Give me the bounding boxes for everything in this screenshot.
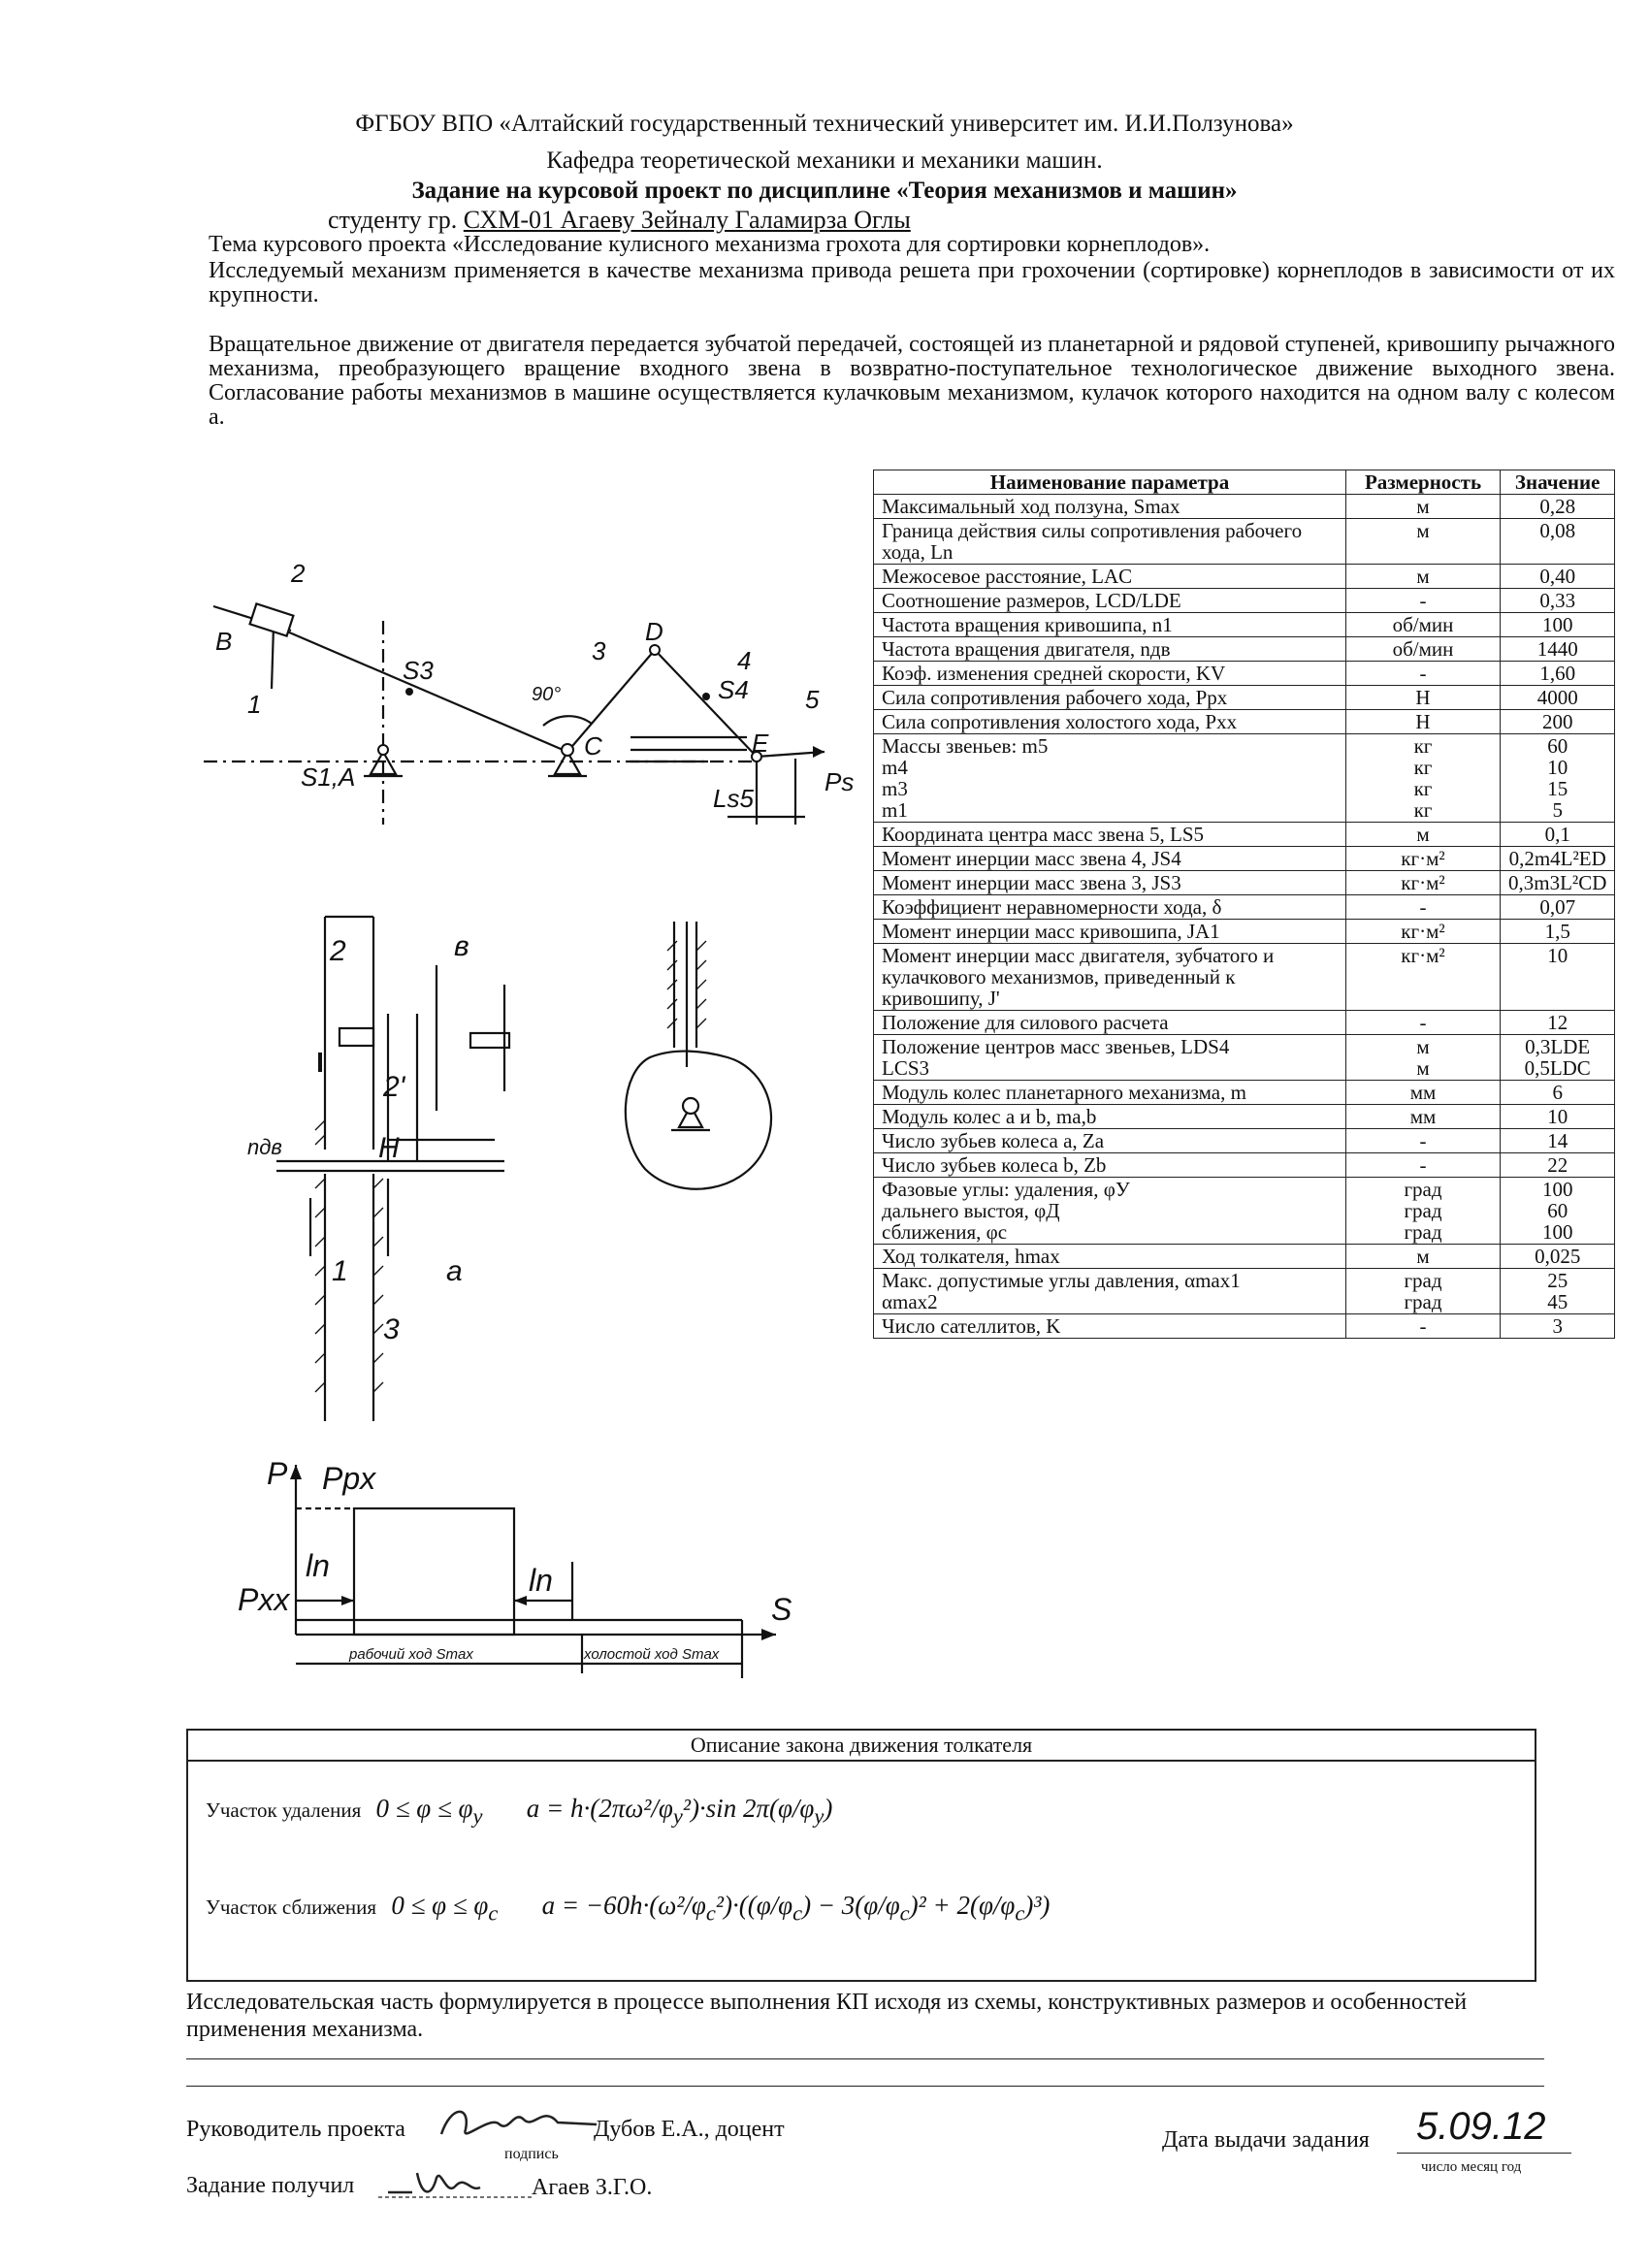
cell-name: Положение для силового расчета [874,1011,1346,1035]
table-row [874,1269,1615,1314]
cell-name: Момент инерции масс звена 3, JS3 [874,871,1346,895]
parameter-table [873,470,1615,1339]
cell-value-line: 100 [1541,1178,1573,1201]
cell-name-line: дальнего выстоя, φД [882,1199,1060,1222]
cell-name: Коэффициент неравномерности хода, δ [874,895,1346,920]
cell-unit: - [1346,662,1501,686]
gearbox-diagram [247,907,553,1431]
cell-value-line: 100 [1541,1220,1573,1244]
received-signature [378,2158,534,2207]
label-Ls5: Ls5 [713,784,754,813]
motion-law-box [186,1729,1536,1982]
signature-caption: подпись [504,2146,559,2162]
gear-label-H: H [378,1132,400,1164]
cell-name-line: m4 [882,756,908,779]
supervisor-prefix: Руководитель проекта [186,2117,405,2142]
cell-value: 10 [1501,944,1615,1011]
cell-value [1501,1035,1615,1081]
table-row [874,1178,1615,1245]
cell-name: Момент инерции масс звена 4, JS4 [874,847,1346,871]
cell-unit-line: кг [1413,734,1433,758]
cell-name: Модуль колес a и b, ma,b [874,1105,1346,1129]
table-row [874,565,1615,589]
table-row [874,1035,1615,1081]
law-row2-formula: $a = -60h\cdot(\omega^2/\varphi_с^2)\cdot((\varphi/\varphi_с) - 3(\varphi/\varphi_с)^2 + 2(\varphi/\varphi_с)^3)$ [541,1891,1051,1926]
cell-unit-line: кг [1413,756,1433,779]
cell-value: 0,3m3L²CD [1501,871,1615,895]
cell-unit: - [1346,1314,1501,1339]
table-row [874,847,1615,871]
cell-value: 3 [1501,1314,1615,1339]
law-row2-label: Участок сближения [206,1895,377,1919]
cell-unit [1346,734,1501,823]
student-prefix: студенту гр. [328,206,458,234]
cell-unit: м [1346,823,1501,847]
cell-name: Число сателлитов, K [874,1314,1346,1339]
cell-value [1501,1269,1615,1314]
date-caption: число месяц год [1421,2159,1522,2175]
cell-name: Граница действия силы сопротивления рабочего хода, Ln [874,519,1346,565]
supervisor-line [186,2117,405,2143]
cell-value: 0,33 [1501,589,1615,613]
cell-name: Сила сопротивления рабочего хода, Ppx [874,686,1346,710]
cell-name: Соотношение размеров, LCD/LDE [874,589,1346,613]
cell-name: Сила сопротивления холостого хода, Pxx [874,710,1346,734]
gear-label-2: 2 [330,935,346,967]
cell-name: Число зубьев колеса a, Za [874,1129,1346,1153]
cell-unit-line: град [1404,1269,1442,1292]
cell-name-line: Массы звеньев: m5 [882,734,1049,758]
cell-unit: кг·м² [1346,847,1501,871]
cell-value: 1,5 [1501,920,1615,944]
table-row [874,686,1615,710]
cell-unit [1346,1269,1501,1314]
cell-unit [1346,1178,1501,1245]
divider-line-1 [186,2058,1544,2059]
force-label-S: S [771,1592,792,1627]
cell-name-line: сближения, φс [882,1220,1008,1244]
label-2: 2 [291,559,306,588]
date-underline [1397,2153,1571,2154]
cell-value: 10 [1501,1105,1615,1129]
table-row [874,734,1615,823]
law-row2-range: $0 \le \varphi \le \varphi_с$ [391,1891,499,1926]
cell-value: 1,60 [1501,662,1615,686]
cell-unit-line: м [1416,1035,1430,1058]
cell-name: Частота вращения кривошипа, n1 [874,613,1346,637]
law-row1-label: Участок удаления [206,1798,362,1822]
cell-value: 12 [1501,1011,1615,1035]
received-name: Агаев З.Г.О. [532,2175,653,2200]
force-label-working-stroke: рабочий ход Smax [349,1646,473,1663]
table-row [874,613,1615,637]
usage-text: Исследуемый механизм применяется в качестве механизма привода решета при грохочении (сортировке) корнеплодов в зависимости от их крупности. [209,258,1615,308]
cell-unit: мм [1346,1105,1501,1129]
table-row [874,944,1615,1011]
cell-name [874,734,1346,823]
table-row [874,871,1615,895]
table-row [874,920,1615,944]
table-row [874,589,1615,613]
cell-unit: - [1346,1153,1501,1178]
date-value: 5.09.12 [1416,2105,1546,2148]
cell-name: Момент инерции масс кривошипа, JA1 [874,920,1346,944]
table-row [874,1105,1615,1129]
label-3: 3 [592,636,606,665]
cell-unit: м [1346,519,1501,565]
supervisor-signature [432,2095,606,2154]
cell-name: Координата центра масс звена 5, LS5 [874,823,1346,847]
department-title: Кафедра теоретической механики и механики машин. [546,147,1103,174]
description-text: Вращательное движение от двигателя передается зубчатой передачей, состоящей из планетарной и рядовой ступеней, кривошипу рычажного механизма, преобразующего вращение входного звена в возвратно-поступательное технологическое движение выходного звена. Согласование работы механизмов в машине осуществляется кулачковым механизмом, кулачок которого находится на одном валу с колесом а. [209,332,1615,430]
cell-unit: кг·м² [1346,944,1501,1011]
cell-value-line: 0,5LDC [1524,1056,1591,1080]
table-row [874,710,1615,734]
gear-label-b: в [454,930,469,962]
label-B: B [215,627,233,656]
gear-label-ndv: nдв [247,1135,282,1159]
cell-name: Межосевое расстояние, LAC [874,565,1346,589]
cell-value: 0,1 [1501,823,1615,847]
cell-name: Модуль колес планетарного механизма, m [874,1081,1346,1105]
table-row [874,1153,1615,1178]
label-5: 5 [805,685,820,714]
law-row-return [206,1891,1050,1926]
cell-value: 0,08 [1501,519,1615,565]
gear-label-2prime: 2' [383,1071,405,1103]
force-diagram [233,1455,815,1707]
date-label: Дата выдачи задания [1162,2127,1370,2153]
cell-name-line: m3 [882,777,908,800]
cell-unit: - [1346,589,1501,613]
label-S1A: S1,A [301,762,356,792]
table-row [874,823,1615,847]
table-row [874,495,1615,519]
cell-value: 0,025 [1501,1245,1615,1269]
cell-value: 6 [1501,1081,1615,1105]
col-header-unit: Размерность [1346,470,1501,495]
cell-unit: кг·м² [1346,920,1501,944]
cell-value [1501,734,1615,823]
col-header-name: Наименование параметра [874,470,1346,495]
cell-value: 1440 [1501,637,1615,662]
label-4: 4 [737,646,752,675]
table-body [874,495,1615,1339]
cell-value-line: 5 [1552,798,1563,822]
cell-name: Частота вращения двигателя, nдв [874,637,1346,662]
cell-unit: об/мин [1346,613,1501,637]
cell-unit: об/мин [1346,637,1501,662]
cell-name-line: Фазовые углы: удаления, φУ [882,1178,1130,1201]
force-label-idle-stroke: холостой ход Smax [584,1646,720,1663]
gear-label-1: 1 [332,1255,348,1287]
cell-value-line: 60 [1547,1199,1568,1222]
supervisor-name: Дубов Е.А., доцент [594,2117,785,2142]
label-S3: S3 [403,656,434,685]
cell-unit-line: град [1404,1220,1442,1244]
table-row [874,1129,1615,1153]
table-row [874,1245,1615,1269]
cell-value-line: 15 [1547,777,1568,800]
force-label-ln-right: ln [529,1563,553,1598]
cell-name-line: αmax2 [882,1290,938,1313]
cell-unit: - [1346,1129,1501,1153]
cell-value: 100 [1501,613,1615,637]
cell-unit: Н [1346,710,1501,734]
cell-value: 200 [1501,710,1615,734]
linkage-diagram [204,543,863,863]
cell-unit-line: град [1404,1290,1442,1313]
label-E: E [752,729,769,758]
table-header-row [874,470,1615,495]
label-S4: S4 [718,675,749,704]
cell-name: Максимальный ход ползуна, Smax [874,495,1346,519]
label-Ps: Ps [824,767,855,796]
divider-line-2 [186,2086,1544,2087]
cell-unit-line: град [1404,1199,1442,1222]
cell-unit: м [1346,495,1501,519]
cell-name: Ход толкателя, hmax [874,1245,1346,1269]
cell-unit-line: кг [1413,777,1433,800]
force-label-Ppx: Ppx [322,1461,376,1496]
cell-name-line: m1 [882,798,908,822]
table-row [874,662,1615,686]
label-C: C [584,731,602,761]
cell-value-line: 60 [1547,734,1568,758]
motion-law-title: Описание закона движения толкателя [188,1731,1535,1762]
cell-name-line: LCS3 [882,1056,930,1080]
topic-text: Тема курсового проекта «Исследование кулисного механизма грохота для сортировки корнеплодов». [209,232,1211,257]
cell-name [874,1269,1346,1314]
gear-label-a: а [446,1255,463,1287]
cell-unit-line: кг [1413,798,1433,822]
received-prefix: Задание получил [186,2173,355,2198]
cell-unit: Н [1346,686,1501,710]
cell-value-line: 25 [1547,1269,1568,1292]
student-line [328,206,911,235]
cell-value: 0,40 [1501,565,1615,589]
student-name: СХМ-01 Агаеву Зейналу Галамирза Оглы [463,206,911,234]
table-row [874,637,1615,662]
cam-diagram [601,912,786,1213]
label-90deg: 90° [532,684,562,705]
cell-name: Коэф. изменения средней скорости, KV [874,662,1346,686]
university-title: ФГБОУ ВПО «Алтайский государственный технический университет им. И.И.Ползунова» [355,111,1294,137]
label-1: 1 [247,690,262,719]
col-header-value: Значение [1501,470,1615,495]
table-row [874,519,1615,565]
table-row [874,1011,1615,1035]
cell-value: 0,07 [1501,895,1615,920]
cell-name-line: Макс. допустимые углы давления, αmax1 [882,1269,1241,1292]
label-D: D [645,617,663,646]
cell-name: Число зубьев колеса b, Zb [874,1153,1346,1178]
cell-value: 0,2m4L²ED [1501,847,1615,871]
cell-name [874,1178,1346,1245]
cell-name [874,1035,1346,1081]
force-label-Pxx: Pxx [238,1582,290,1617]
cell-name: Момент инерции масс двигателя, зубчатого и кулачкового механизмов, приведенный к кривошипу, J' [874,944,1346,1011]
cell-value-line: 45 [1547,1290,1568,1313]
force-label-P: P [267,1456,288,1491]
force-label-ln-left: ln [306,1548,330,1583]
law-row1-formula: $a = h\cdot(2\pi\omega^2/\varphi_у^2)\cdot\sin$ $2\pi(\varphi/\varphi_у)$ [526,1794,833,1829]
assignment-title: Задание на курсовой проект по дисциплине «Теория механизмов и машин» [411,178,1238,204]
research-note: Исследовательская часть формулируется в процессе выполнения КП исходя из схемы, конструктивных размеров и особенностей применения механизма. [186,1990,1468,2042]
table-row [874,1314,1615,1339]
table-row [874,895,1615,920]
cell-value-line: 0,3LDE [1525,1035,1591,1058]
gear-label-3: 3 [383,1313,400,1345]
cell-unit: - [1346,1011,1501,1035]
cell-unit: м [1346,1245,1501,1269]
table-row [874,1081,1615,1105]
cell-value-line: 10 [1547,756,1568,779]
cell-unit: м [1346,565,1501,589]
cell-value [1501,1178,1615,1245]
cell-value: 22 [1501,1153,1615,1178]
cell-unit [1346,1035,1501,1081]
cell-value: 4000 [1501,686,1615,710]
cell-unit: мм [1346,1081,1501,1105]
cell-unit: кг·м² [1346,871,1501,895]
cell-name-line: Положение центров масс звеньев, LDS4 [882,1035,1230,1058]
cell-unit-line: м [1416,1056,1430,1080]
cell-value: 0,28 [1501,495,1615,519]
cell-unit-line: град [1404,1178,1442,1201]
law-row-approach [206,1794,832,1829]
cell-value: 14 [1501,1129,1615,1153]
cell-unit: - [1346,895,1501,920]
law-row1-range: $0 \le \varphi \le \varphi_у$ [375,1794,483,1829]
